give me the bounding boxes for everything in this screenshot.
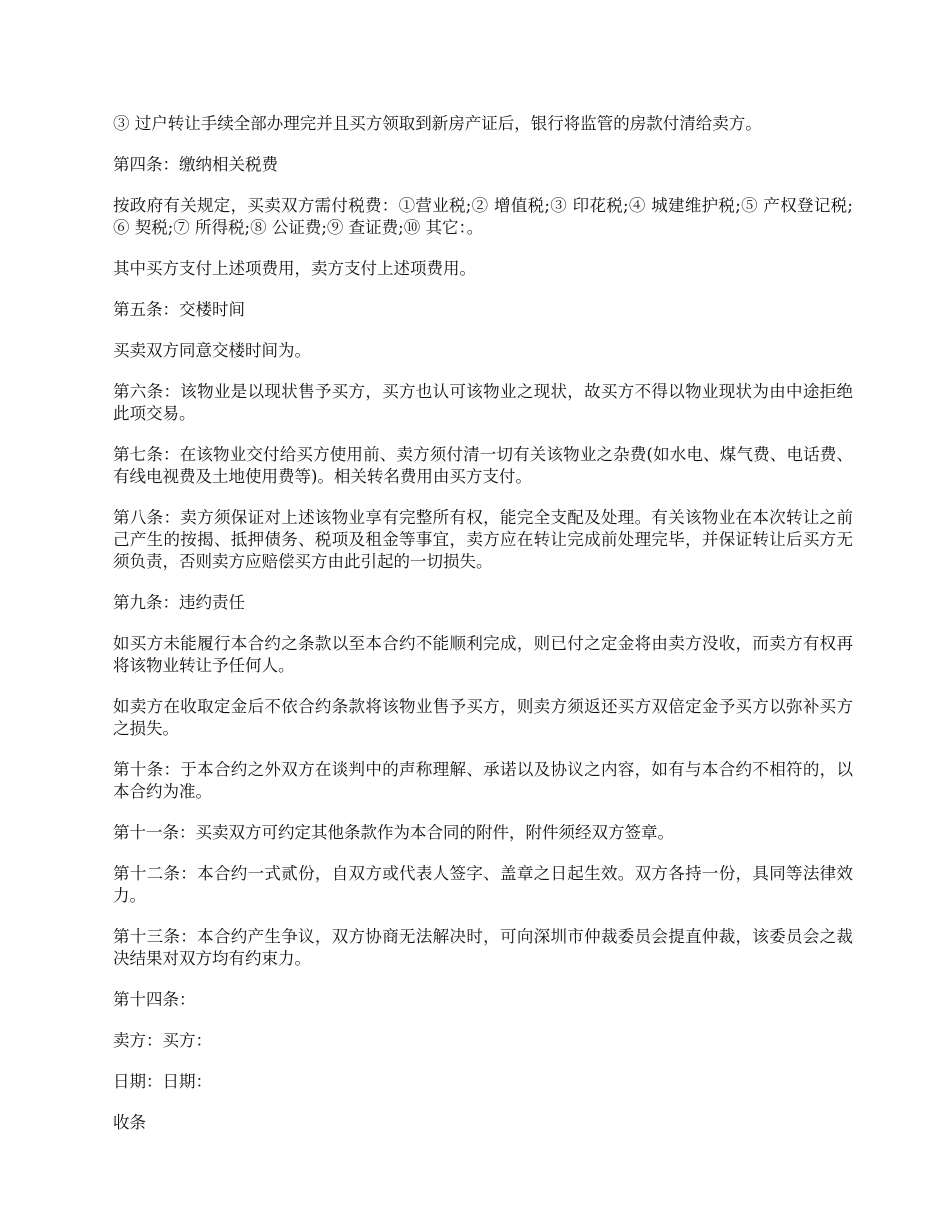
clause-4-heading: 第四条：缴纳相关税费	[113, 155, 278, 174]
document-body	[113, 113, 853, 1153]
signature-dates: 日期：日期：	[113, 1072, 212, 1091]
clause-5-heading: 第五条：交楼时间	[113, 300, 245, 319]
clause-8: 第八条：卖方须保证对上述该物业享有完整所有权，能完全支配及处理。有关该物业在本次转让之前己产生的按揭、抵押债务、税项及租金等事宜，卖方应在转让完成前处理完毕，并保证转让后买方无须负责，否则卖方应赔偿买方由此引起的一切损失。	[113, 508, 853, 571]
clause-5-handover-time: 买卖双方同意交楼时间为。	[113, 341, 311, 360]
clause-6: 第六条：该物业是以现状售予买方，买方也认可该物业之现状，故买方不得以物业现状为由中途拒绝此项交易。	[113, 382, 853, 423]
signature-parties: 卖方：买方：	[113, 1031, 212, 1050]
clause-11: 第十一条：买卖双方可约定其他条款作为本合同的附件，附件须经双方签章。	[113, 823, 674, 842]
clause-4-tax-list: 按政府有关规定，买卖双方需付税费：①营业税;② 增值税;③ 印花税;④ 城建维护税;⑤ 产权登记税;⑥ 契税;⑦ 所得税;⑧ 公证费;⑨ 查证费;⑩ 其它：。	[113, 196, 853, 237]
clause-10: 第十条：于本合约之外双方在谈判中的声称理解、承诺以及协议之内容，如有与本合约不相符的，以本合约为准。	[113, 760, 853, 801]
clause-9-buyer-default: 如买方未能履行本合约之条款以至本合约不能顺利完成，则已付之定金将由卖方没收，而卖方有权再将该物业转让予任何人。	[113, 634, 853, 675]
clause-3-item-3: ③ 过户转让手续全部办理完并且买方领取到新房产证后，银行将监管的房款付清给卖方。	[113, 114, 762, 133]
clause-4-payment-split: 其中买方支付上述项费用，卖方支付上述项费用。	[113, 259, 476, 278]
clause-13: 第十三条：本合约产生争议，双方协商无法解决时，可向深圳市仲裁委员会提直仲裁，该委员会之裁决结果对双方均有约束力。	[113, 927, 853, 968]
clause-14: 第十四条：	[113, 990, 196, 1009]
clause-7: 第七条：在该物业交付给买方使用前、卖方须付清一切有关该物业之杂费(如水电、煤气费、电话费、有线电视费及土地使用费等)。相关转名费用由买方支付。	[113, 445, 853, 486]
receipt-heading: 收条	[113, 1113, 146, 1132]
clause-9-heading: 第九条：违约责任	[113, 593, 245, 612]
clause-9-seller-default: 如卖方在收取定金后不依合约条款将该物业售予买方，则卖方须返还买方双倍定金予买方以弥补买方之损失。	[113, 697, 853, 738]
clause-12: 第十二条：本合约一式贰份，自双方或代表人签字、盖章之日起生效。双方各持一份，具同等法律效力。	[113, 864, 853, 905]
